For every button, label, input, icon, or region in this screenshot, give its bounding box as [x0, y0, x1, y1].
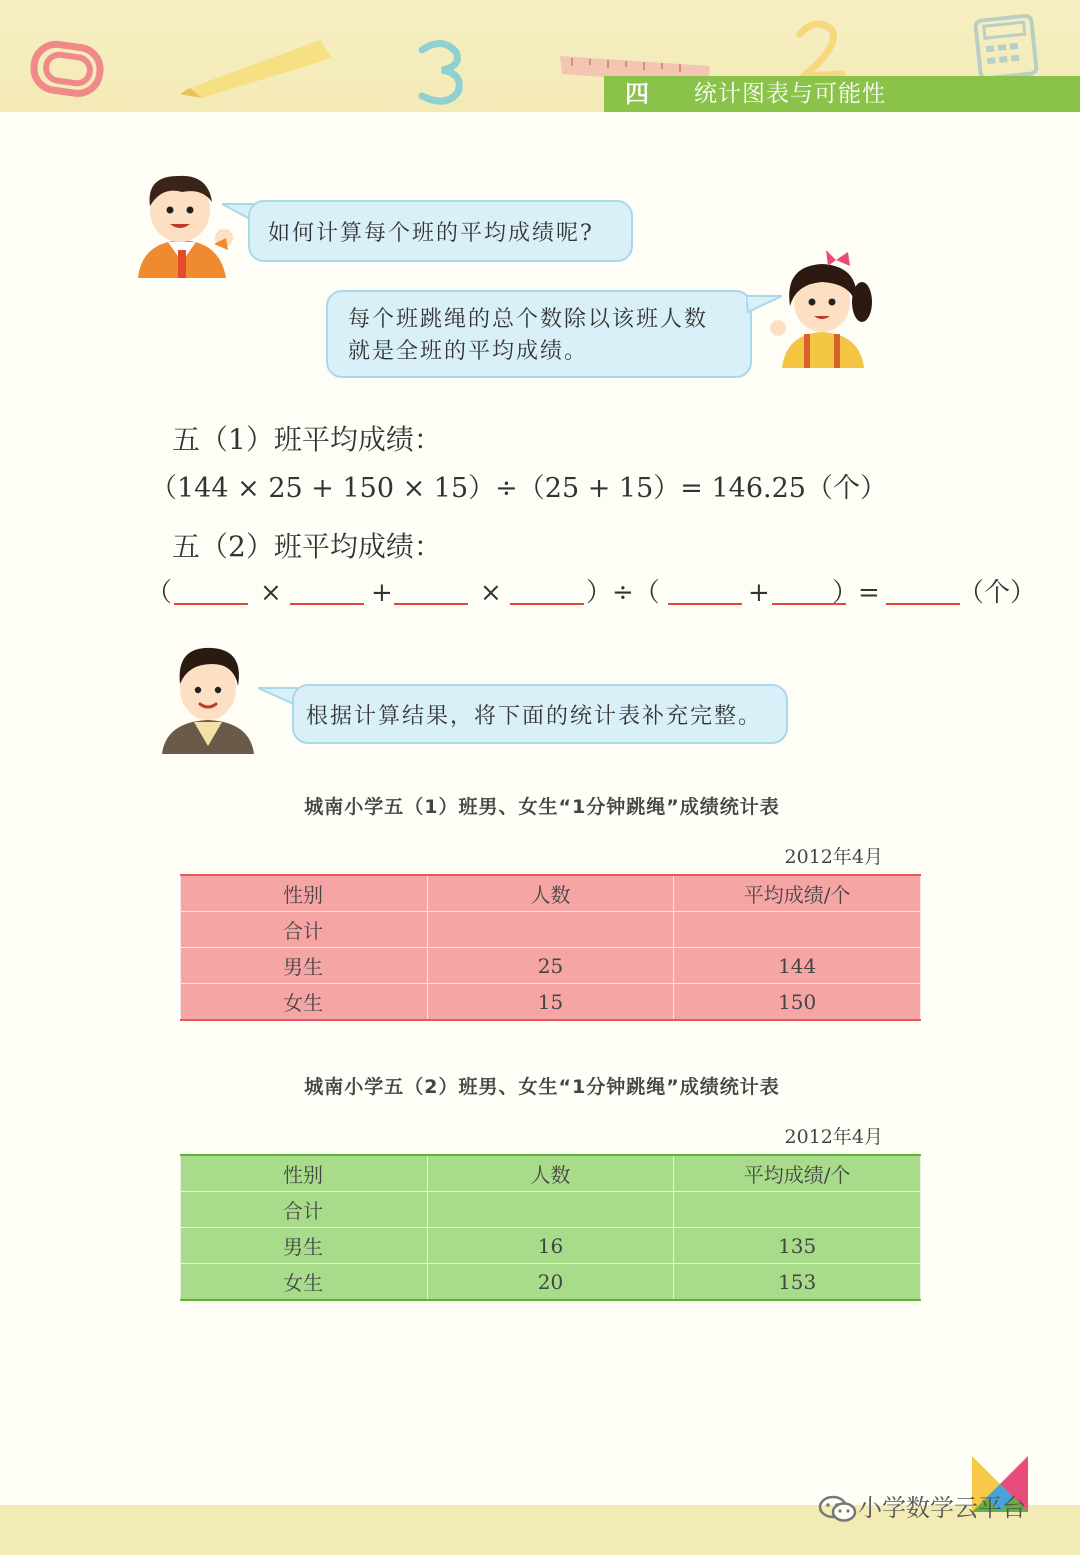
- table-header-cell: 性别: [181, 1155, 428, 1192]
- plus-symbol: +: [748, 578, 770, 608]
- table-row: [181, 948, 921, 984]
- answer-blank[interactable]: [174, 603, 248, 605]
- close-equals: ）=: [832, 578, 880, 608]
- table-cell: 女生: [181, 1264, 428, 1301]
- paperclip-icon: [28, 38, 108, 100]
- table-cell: 150: [674, 984, 921, 1021]
- boy-speech-bubble: [248, 200, 633, 262]
- table-header-cell: 人数: [427, 875, 674, 912]
- table-cell: 15: [427, 984, 674, 1021]
- table-cell: 25: [427, 948, 674, 984]
- girl-answer-line1: 每个班跳绳的总个数除以该班人数: [348, 307, 709, 332]
- table-cell-editable[interactable]: [427, 1192, 674, 1228]
- page-header: [0, 0, 1080, 112]
- chapter-title: 统计图表与可能性: [694, 81, 886, 107]
- table-row: [181, 912, 921, 948]
- table2-stat-table: [180, 1154, 921, 1301]
- table-cell: 153: [674, 1264, 921, 1301]
- watermark-text: 小学数学云平台: [858, 1494, 1026, 1522]
- boy-question-text: 如何计算每个班的平均成绩呢?: [268, 221, 594, 246]
- pencil-icon: [180, 28, 340, 98]
- table-row: [181, 1264, 921, 1301]
- girl-answer-line2: 就是全班的平均成绩。: [348, 339, 589, 364]
- table-header-cell: 人数: [427, 1155, 674, 1192]
- chapter-bar: [604, 76, 1080, 112]
- answer-blank[interactable]: [290, 603, 364, 605]
- table-cell: 合计: [181, 1192, 428, 1228]
- table-cell: 男生: [181, 1228, 428, 1264]
- teacher-character-icon: [162, 642, 256, 754]
- answer-blank[interactable]: [510, 603, 584, 605]
- close-divide-open: ）÷（: [586, 578, 660, 608]
- table-header-row: [181, 1155, 921, 1192]
- table-cell: 135: [674, 1228, 921, 1264]
- girl-speech-bubble: [326, 290, 752, 378]
- open-paren: （: [146, 578, 173, 608]
- class1-formula-label: 五（1）班平均成绩：: [172, 423, 442, 456]
- table2-title: 城南小学五（2）班男、女生“1分钟跳绳”成绩统计表: [304, 1076, 780, 1098]
- table-header-row: [181, 875, 921, 912]
- times-symbol: ×: [480, 578, 502, 608]
- table-header-cell: 性别: [181, 875, 428, 912]
- teacher-speech-bubble: [292, 684, 788, 744]
- table-header-cell: 平均成绩/个: [674, 875, 921, 912]
- table-cell-editable[interactable]: [427, 912, 674, 948]
- calculator-icon: [972, 14, 1042, 80]
- table-row: [181, 984, 921, 1021]
- table1-title: 城南小学五（1）班男、女生“1分钟跳绳”成绩统计表: [304, 796, 780, 818]
- table-header-cell: 平均成绩/个: [674, 1155, 921, 1192]
- boy-character-icon: [128, 172, 240, 278]
- unit-label: （个）: [958, 578, 1037, 608]
- table-row: [181, 1192, 921, 1228]
- table1-stat-table: [180, 874, 921, 1021]
- chapter-number: 四: [625, 80, 649, 108]
- table1-date: 2012年4月: [784, 846, 883, 868]
- class1-formula-expression: （144 × 25 + 150 × 15）÷（25 + 15）= 146.25（个）: [150, 473, 887, 504]
- times-symbol: ×: [260, 578, 282, 608]
- table2-date: 2012年4月: [784, 1126, 883, 1148]
- plus-symbol: +: [371, 578, 393, 608]
- wechat-icon: [818, 1494, 858, 1524]
- number-three-icon: [412, 38, 472, 106]
- table-cell: 男生: [181, 948, 428, 984]
- teacher-instruction-text: 根据计算结果，将下面的统计表补充完整。: [306, 704, 763, 729]
- table-cell: 144: [674, 948, 921, 984]
- number-two-icon: [790, 16, 850, 82]
- table-cell-editable[interactable]: [674, 1192, 921, 1228]
- table-cell: 20: [427, 1264, 674, 1301]
- table-cell: 合计: [181, 912, 428, 948]
- answer-blank[interactable]: [668, 603, 742, 605]
- girl-character-icon: [766, 250, 874, 368]
- table-cell: 16: [427, 1228, 674, 1264]
- class2-formula-label: 五（2）班平均成绩：: [172, 530, 442, 563]
- table-cell: 女生: [181, 984, 428, 1021]
- table-cell-editable[interactable]: [674, 912, 921, 948]
- answer-blank[interactable]: [394, 603, 468, 605]
- answer-blank[interactable]: [886, 603, 960, 605]
- table-row: [181, 1228, 921, 1264]
